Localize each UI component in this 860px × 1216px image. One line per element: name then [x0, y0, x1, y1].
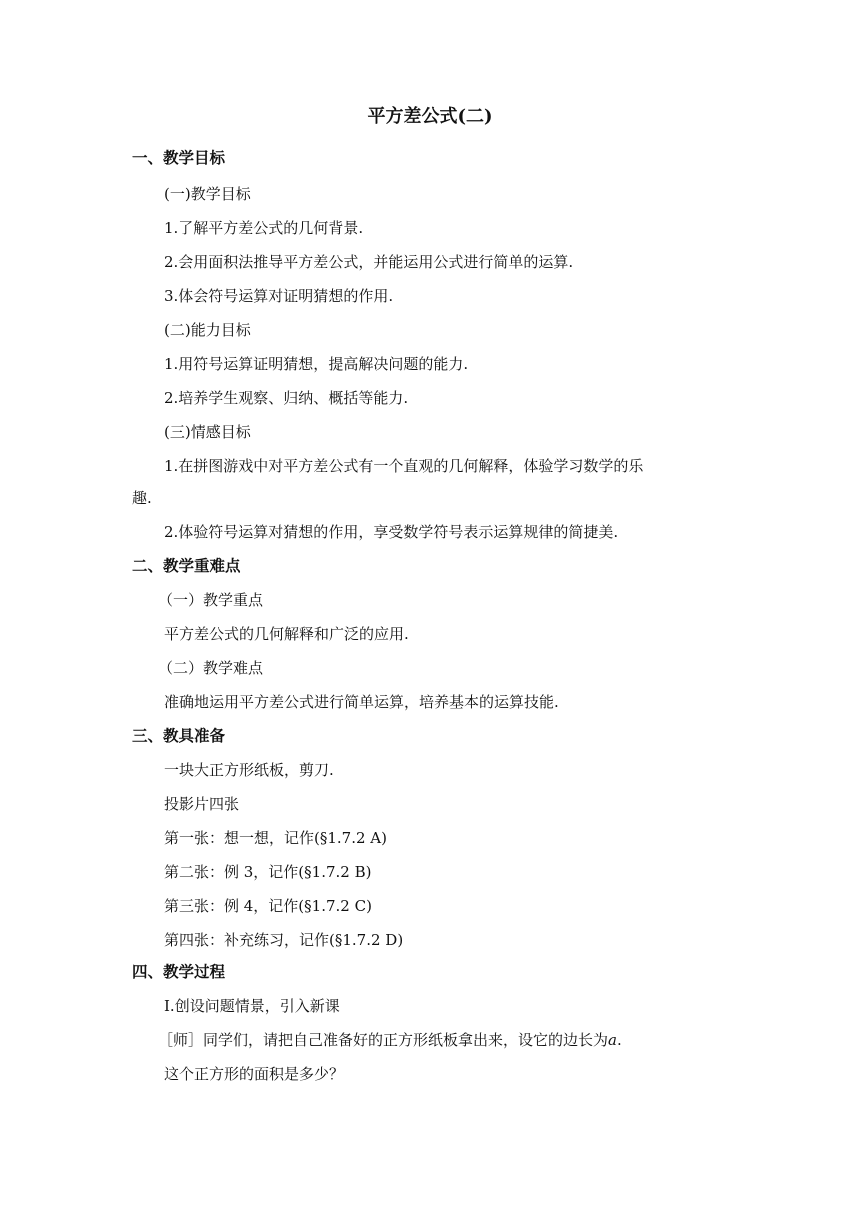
- teacher-dialogue: [158, 1030, 758, 1050]
- goal-item: 2.体验符号运算对猜想的作用，享受数学符号表示运算规律的简捷美.: [164, 523, 619, 541]
- material-item: 第二张：例 3，记作(§1.7.2 B): [164, 863, 372, 881]
- material-item: 投影片四张: [164, 795, 240, 813]
- subheading-key-point: （一）教学重点: [158, 591, 264, 609]
- goal-item: 1.在拼图游戏中对平方差公式有一个直观的几何解释，体验学习数学的乐: [164, 457, 644, 475]
- material-item: 一块大正方形纸板，剪刀.: [164, 761, 334, 779]
- subheading-emotion-goals: (三)情感目标: [164, 423, 251, 441]
- key-point-text: 平方差公式的几何解释和广泛的应用.: [164, 625, 409, 643]
- subheading-teaching-goals: (一)教学目标: [164, 185, 251, 203]
- goal-item: 3.体会符号运算对证明猜想的作用.: [164, 287, 394, 305]
- subheading-ability-goals: (二)能力目标: [164, 321, 251, 339]
- material-item: 第三张：例 4，记作(§1.7.2 C): [164, 897, 372, 915]
- process-step: Ⅰ.创设问题情景，引入新课: [164, 997, 340, 1015]
- section-heading-process: 四、教学过程: [132, 962, 226, 981]
- document-title: 平方差公式(二): [367, 106, 493, 127]
- variable-a: a: [608, 1031, 617, 1049]
- goal-item: 2.培养学生观察、归纳、概括等能力.: [164, 389, 409, 407]
- goal-item: 1.了解平方差公式的几何背景.: [164, 219, 364, 237]
- material-item: 第四张：补充练习，记作(§1.7.2 D): [164, 931, 404, 949]
- section-heading-goals: 一、教学目标: [132, 148, 226, 167]
- difficulty-text: 准确地运用平方差公式进行简单运算，培养基本的运算技能.: [164, 693, 559, 711]
- goal-item-continuation: 趣.: [132, 489, 152, 507]
- teacher-dialogue-text: ［师］同学们，请把自己准备好的正方形纸板拿出来，设它的边长为: [158, 1031, 609, 1049]
- section-heading-materials: 三、教具准备: [132, 726, 226, 745]
- teacher-dialogue-end: .: [616, 1031, 622, 1049]
- subheading-difficulty: （二）教学难点: [158, 659, 264, 677]
- material-item: 第一张：想一想，记作(§1.7.2 A): [164, 829, 387, 847]
- section-heading-key-points: 二、教学重难点: [132, 556, 241, 575]
- goal-item: 1.用符号运算证明猜想，提高解决问题的能力.: [164, 355, 469, 373]
- goal-item: 2.会用面积法推导平方差公式，并能运用公式进行简单的运算.: [164, 253, 574, 271]
- question-text: 这个正方形的面积是多少？: [164, 1065, 345, 1083]
